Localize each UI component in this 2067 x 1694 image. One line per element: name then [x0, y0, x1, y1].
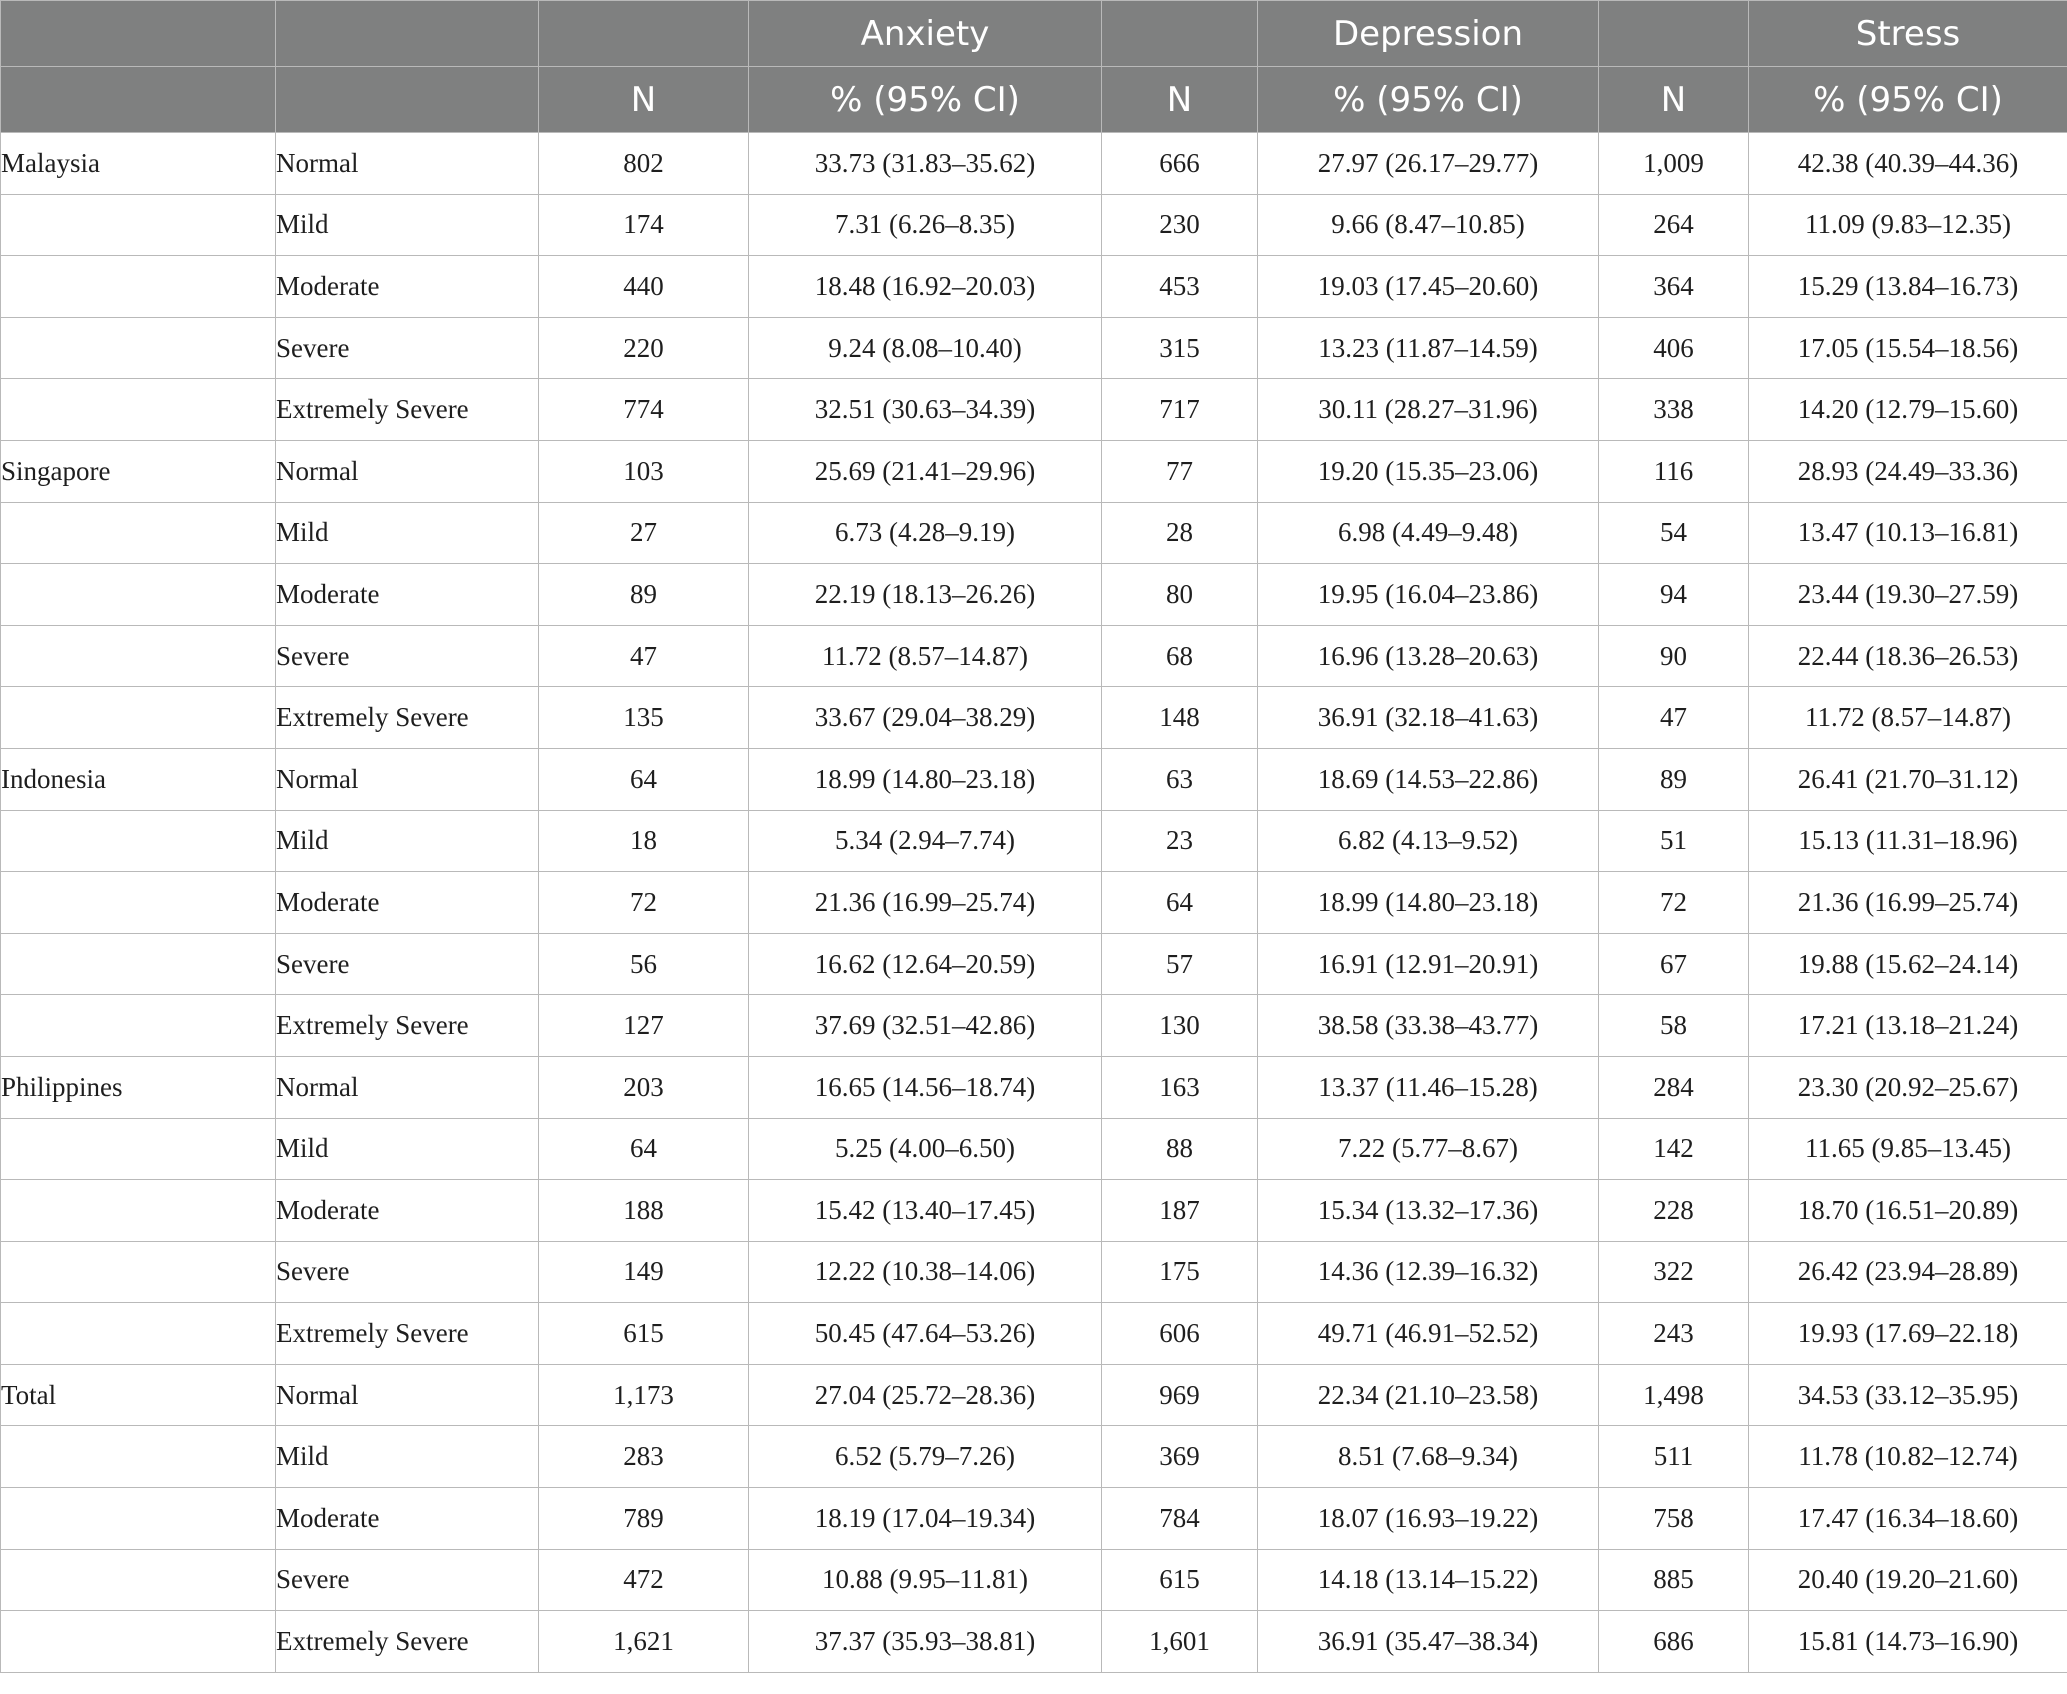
stress-n-cell: 364 [1599, 256, 1749, 318]
stress-n-cell: 1,009 [1599, 133, 1749, 195]
table-row [1, 1364, 2067, 1426]
anxiety-n-cell: 440 [539, 256, 749, 318]
anxiety-n-cell: 135 [539, 687, 749, 749]
stress-pct-cell: 34.53 (33.12–35.95) [1749, 1364, 2067, 1426]
stress-n-cell: 243 [1599, 1303, 1749, 1365]
depression-pct-cell: 6.98 (4.49–9.48) [1258, 502, 1599, 564]
table-row [1, 1241, 2067, 1303]
country-cell [1, 1488, 276, 1550]
depression-n-cell: 64 [1102, 872, 1258, 934]
country-cell [1, 1426, 276, 1488]
severity-cell: Extremely Severe [276, 1611, 539, 1673]
table-header [1, 1, 2067, 133]
country-cell [1, 933, 276, 995]
country-cell [1, 1180, 276, 1242]
anxiety-pct-cell: 18.48 (16.92–20.03) [749, 256, 1102, 318]
stress-n-cell: 228 [1599, 1180, 1749, 1242]
anxiety-pct-cell: 27.04 (25.72–28.36) [749, 1364, 1102, 1426]
anxiety-n-cell: 188 [539, 1180, 749, 1242]
stress-n-cell: 406 [1599, 317, 1749, 379]
anxiety-n-cell: 64 [539, 1118, 749, 1180]
anxiety-pct-cell: 12.22 (10.38–14.06) [749, 1241, 1102, 1303]
anxiety-pct-cell: 32.51 (30.63–34.39) [749, 379, 1102, 441]
anxiety-pct-cell: 15.42 (13.40–17.45) [749, 1180, 1102, 1242]
depression-n-cell: 88 [1102, 1118, 1258, 1180]
stress-n-cell: 58 [1599, 995, 1749, 1057]
anxiety-n-cell: 47 [539, 625, 749, 687]
stress-pct-cell: 22.44 (18.36–26.53) [1749, 625, 2067, 687]
header-row-groups [1, 1, 2067, 67]
table-row [1, 194, 2067, 256]
depression-n-cell: 615 [1102, 1549, 1258, 1611]
stress-n-cell: 72 [1599, 872, 1749, 934]
stress-n-cell: 67 [1599, 933, 1749, 995]
anxiety-n-cell: 149 [539, 1241, 749, 1303]
stress-n-cell: 116 [1599, 440, 1749, 502]
depression-n-cell: 163 [1102, 1056, 1258, 1118]
anxiety-pct-cell: 25.69 (21.41–29.96) [749, 440, 1102, 502]
table-row [1, 1426, 2067, 1488]
severity-cell: Normal [276, 133, 539, 195]
depression-n-cell: 63 [1102, 748, 1258, 810]
depression-pct-cell: 36.91 (32.18–41.63) [1258, 687, 1599, 749]
depression-pct-cell: 9.66 (8.47–10.85) [1258, 194, 1599, 256]
country-cell [1, 687, 276, 749]
depression-n-cell: 187 [1102, 1180, 1258, 1242]
stress-pct-cell: 11.09 (9.83–12.35) [1749, 194, 2067, 256]
table-row [1, 625, 2067, 687]
anxiety-n-cell: 203 [539, 1056, 749, 1118]
anxiety-pct-cell: 33.67 (29.04–38.29) [749, 687, 1102, 749]
table-row [1, 502, 2067, 564]
anxiety-pct-cell: 6.52 (5.79–7.26) [749, 1426, 1102, 1488]
severity-cell: Moderate [276, 1180, 539, 1242]
anxiety-pct-cell: 10.88 (9.95–11.81) [749, 1549, 1102, 1611]
header-anxiety: Anxiety [749, 1, 1102, 67]
depression-n-cell: 369 [1102, 1426, 1258, 1488]
country-cell [1, 256, 276, 318]
header-blank [1599, 1, 1749, 67]
stress-n-cell: 94 [1599, 564, 1749, 626]
country-cell [1, 317, 276, 379]
stress-pct-cell: 11.72 (8.57–14.87) [1749, 687, 2067, 749]
table-row [1, 687, 2067, 749]
anxiety-n-cell: 18 [539, 810, 749, 872]
country-cell [1, 625, 276, 687]
severity-cell: Normal [276, 440, 539, 502]
severity-cell: Mild [276, 194, 539, 256]
stress-pct-cell: 11.65 (9.85–13.45) [1749, 1118, 2067, 1180]
severity-cell: Extremely Severe [276, 995, 539, 1057]
table-row [1, 1549, 2067, 1611]
header-anxiety-pct: % (95% CI) [749, 67, 1102, 133]
anxiety-n-cell: 64 [539, 748, 749, 810]
header-blank [276, 67, 539, 133]
header-blank [1102, 1, 1258, 67]
depression-pct-cell: 16.96 (13.28–20.63) [1258, 625, 1599, 687]
stress-pct-cell: 15.29 (13.84–16.73) [1749, 256, 2067, 318]
depression-n-cell: 28 [1102, 502, 1258, 564]
depression-n-cell: 666 [1102, 133, 1258, 195]
depression-pct-cell: 19.03 (17.45–20.60) [1258, 256, 1599, 318]
stress-pct-cell: 26.41 (21.70–31.12) [1749, 748, 2067, 810]
anxiety-pct-cell: 22.19 (18.13–26.26) [749, 564, 1102, 626]
depression-pct-cell: 38.58 (33.38–43.77) [1258, 995, 1599, 1057]
severity-cell: Severe [276, 317, 539, 379]
anxiety-pct-cell: 11.72 (8.57–14.87) [749, 625, 1102, 687]
anxiety-n-cell: 89 [539, 564, 749, 626]
anxiety-pct-cell: 9.24 (8.08–10.40) [749, 317, 1102, 379]
depression-pct-cell: 14.36 (12.39–16.32) [1258, 1241, 1599, 1303]
anxiety-pct-cell: 50.45 (47.64–53.26) [749, 1303, 1102, 1365]
depression-pct-cell: 13.23 (11.87–14.59) [1258, 317, 1599, 379]
anxiety-n-cell: 56 [539, 933, 749, 995]
stress-pct-cell: 17.21 (13.18–21.24) [1749, 995, 2067, 1057]
stress-pct-cell: 23.44 (19.30–27.59) [1749, 564, 2067, 626]
anxiety-n-cell: 283 [539, 1426, 749, 1488]
stress-pct-cell: 20.40 (19.20–21.60) [1749, 1549, 2067, 1611]
severity-cell: Extremely Severe [276, 379, 539, 441]
stress-n-cell: 89 [1599, 748, 1749, 810]
severity-cell: Moderate [276, 872, 539, 934]
table-row [1, 1118, 2067, 1180]
severity-cell: Extremely Severe [276, 1303, 539, 1365]
stress-pct-cell: 28.93 (24.49–33.36) [1749, 440, 2067, 502]
depression-n-cell: 230 [1102, 194, 1258, 256]
depression-n-cell: 77 [1102, 440, 1258, 502]
table-row [1, 133, 2067, 195]
anxiety-pct-cell: 37.69 (32.51–42.86) [749, 995, 1102, 1057]
stress-pct-cell: 21.36 (16.99–25.74) [1749, 872, 2067, 934]
severity-cell: Mild [276, 502, 539, 564]
stress-n-cell: 51 [1599, 810, 1749, 872]
stress-pct-cell: 26.42 (23.94–28.89) [1749, 1241, 2067, 1303]
anxiety-pct-cell: 18.19 (17.04–19.34) [749, 1488, 1102, 1550]
header-depression-pct: % (95% CI) [1258, 67, 1599, 133]
header-stress-n: N [1599, 67, 1749, 133]
country-cell: Total [1, 1364, 276, 1426]
header-blank [1, 67, 276, 133]
table-body [1, 133, 2067, 1673]
table-row [1, 1611, 2067, 1673]
anxiety-pct-cell: 21.36 (16.99–25.74) [749, 872, 1102, 934]
depression-n-cell: 68 [1102, 625, 1258, 687]
stress-n-cell: 47 [1599, 687, 1749, 749]
depression-n-cell: 130 [1102, 995, 1258, 1057]
severity-cell: Normal [276, 1056, 539, 1118]
depression-pct-cell: 18.69 (14.53–22.86) [1258, 748, 1599, 810]
anxiety-pct-cell: 6.73 (4.28–9.19) [749, 502, 1102, 564]
table-row [1, 872, 2067, 934]
country-cell [1, 1303, 276, 1365]
anxiety-pct-cell: 37.37 (35.93–38.81) [749, 1611, 1102, 1673]
stress-pct-cell: 17.47 (16.34–18.60) [1749, 1488, 2067, 1550]
anxiety-pct-cell: 5.34 (2.94–7.74) [749, 810, 1102, 872]
stress-n-cell: 142 [1599, 1118, 1749, 1180]
depression-pct-cell: 49.71 (46.91–52.52) [1258, 1303, 1599, 1365]
stress-pct-cell: 19.93 (17.69–22.18) [1749, 1303, 2067, 1365]
header-depression-n: N [1102, 67, 1258, 133]
header-blank [1, 1, 276, 67]
stress-pct-cell: 15.81 (14.73–16.90) [1749, 1611, 2067, 1673]
severity-cell: Mild [276, 1118, 539, 1180]
anxiety-n-cell: 1,173 [539, 1364, 749, 1426]
depression-n-cell: 80 [1102, 564, 1258, 626]
country-cell [1, 1549, 276, 1611]
country-cell [1, 872, 276, 934]
stress-n-cell: 338 [1599, 379, 1749, 441]
depression-n-cell: 453 [1102, 256, 1258, 318]
depression-n-cell: 148 [1102, 687, 1258, 749]
header-blank [276, 1, 539, 67]
stress-n-cell: 284 [1599, 1056, 1749, 1118]
table-row [1, 933, 2067, 995]
country-cell [1, 1611, 276, 1673]
severity-cell: Mild [276, 810, 539, 872]
depression-n-cell: 315 [1102, 317, 1258, 379]
depression-pct-cell: 18.99 (14.80–23.18) [1258, 872, 1599, 934]
depression-n-cell: 717 [1102, 379, 1258, 441]
depression-pct-cell: 16.91 (12.91–20.91) [1258, 933, 1599, 995]
anxiety-pct-cell: 7.31 (6.26–8.35) [749, 194, 1102, 256]
table-row [1, 440, 2067, 502]
country-cell [1, 502, 276, 564]
table-row [1, 564, 2067, 626]
country-cell [1, 810, 276, 872]
severity-cell: Extremely Severe [276, 687, 539, 749]
table-row [1, 810, 2067, 872]
depression-pct-cell: 22.34 (21.10–23.58) [1258, 1364, 1599, 1426]
anxiety-pct-cell: 16.62 (12.64–20.59) [749, 933, 1102, 995]
country-cell [1, 1118, 276, 1180]
country-cell [1, 995, 276, 1057]
depression-n-cell: 175 [1102, 1241, 1258, 1303]
stress-n-cell: 1,498 [1599, 1364, 1749, 1426]
anxiety-n-cell: 174 [539, 194, 749, 256]
anxiety-pct-cell: 18.99 (14.80–23.18) [749, 748, 1102, 810]
depression-pct-cell: 19.95 (16.04–23.86) [1258, 564, 1599, 626]
anxiety-pct-cell: 5.25 (4.00–6.50) [749, 1118, 1102, 1180]
table-row [1, 1056, 2067, 1118]
table-row [1, 995, 2067, 1057]
depression-pct-cell: 30.11 (28.27–31.96) [1258, 379, 1599, 441]
stress-pct-cell: 13.47 (10.13–16.81) [1749, 502, 2067, 564]
severity-cell: Moderate [276, 564, 539, 626]
stress-n-cell: 686 [1599, 1611, 1749, 1673]
depression-pct-cell: 13.37 (11.46–15.28) [1258, 1056, 1599, 1118]
header-stress-pct: % (95% CI) [1749, 67, 2067, 133]
table-row [1, 1180, 2067, 1242]
stress-pct-cell: 18.70 (16.51–20.89) [1749, 1180, 2067, 1242]
severity-cell: Normal [276, 748, 539, 810]
severity-cell: Severe [276, 1241, 539, 1303]
depression-pct-cell: 36.91 (35.47–38.34) [1258, 1611, 1599, 1673]
anxiety-n-cell: 127 [539, 995, 749, 1057]
stress-pct-cell: 14.20 (12.79–15.60) [1749, 379, 2067, 441]
stress-n-cell: 511 [1599, 1426, 1749, 1488]
severity-cell: Moderate [276, 1488, 539, 1550]
depression-pct-cell: 7.22 (5.77–8.67) [1258, 1118, 1599, 1180]
depression-n-cell: 606 [1102, 1303, 1258, 1365]
severity-cell: Normal [276, 1364, 539, 1426]
country-cell [1, 379, 276, 441]
stress-n-cell: 54 [1599, 502, 1749, 564]
table-row [1, 317, 2067, 379]
country-cell [1, 564, 276, 626]
table-row [1, 256, 2067, 318]
depression-pct-cell: 6.82 (4.13–9.52) [1258, 810, 1599, 872]
depression-pct-cell: 14.18 (13.14–15.22) [1258, 1549, 1599, 1611]
anxiety-pct-cell: 16.65 (14.56–18.74) [749, 1056, 1102, 1118]
depression-pct-cell: 8.51 (7.68–9.34) [1258, 1426, 1599, 1488]
stress-pct-cell: 19.88 (15.62–24.14) [1749, 933, 2067, 995]
depression-n-cell: 969 [1102, 1364, 1258, 1426]
stress-n-cell: 90 [1599, 625, 1749, 687]
stress-pct-cell: 17.05 (15.54–18.56) [1749, 317, 2067, 379]
severity-cell: Mild [276, 1426, 539, 1488]
depression-n-cell: 57 [1102, 933, 1258, 995]
country-cell: Malaysia [1, 133, 276, 195]
depression-n-cell: 1,601 [1102, 1611, 1258, 1673]
anxiety-n-cell: 472 [539, 1549, 749, 1611]
severity-cell: Moderate [276, 256, 539, 318]
country-cell: Indonesia [1, 748, 276, 810]
table-row [1, 748, 2067, 810]
header-anxiety-n: N [539, 67, 749, 133]
anxiety-n-cell: 27 [539, 502, 749, 564]
severity-cell: Severe [276, 625, 539, 687]
depression-pct-cell: 19.20 (15.35–23.06) [1258, 440, 1599, 502]
stress-n-cell: 885 [1599, 1549, 1749, 1611]
country-cell [1, 1241, 276, 1303]
table-row [1, 379, 2067, 441]
depression-n-cell: 784 [1102, 1488, 1258, 1550]
anxiety-n-cell: 789 [539, 1488, 749, 1550]
severity-cell: Severe [276, 1549, 539, 1611]
anxiety-n-cell: 220 [539, 317, 749, 379]
anxiety-n-cell: 774 [539, 379, 749, 441]
table-row [1, 1488, 2067, 1550]
anxiety-n-cell: 802 [539, 133, 749, 195]
header-depression: Depression [1258, 1, 1599, 67]
stress-pct-cell: 11.78 (10.82–12.74) [1749, 1426, 2067, 1488]
depression-pct-cell: 15.34 (13.32–17.36) [1258, 1180, 1599, 1242]
anxiety-n-cell: 72 [539, 872, 749, 934]
stress-n-cell: 758 [1599, 1488, 1749, 1550]
header-row-sub [1, 67, 2067, 133]
stress-pct-cell: 42.38 (40.39–44.36) [1749, 133, 2067, 195]
stress-pct-cell: 23.30 (20.92–25.67) [1749, 1056, 2067, 1118]
stress-n-cell: 264 [1599, 194, 1749, 256]
country-cell: Philippines [1, 1056, 276, 1118]
anxiety-pct-cell: 33.73 (31.83–35.62) [749, 133, 1102, 195]
severity-cell: Severe [276, 933, 539, 995]
country-cell: Singapore [1, 440, 276, 502]
anxiety-n-cell: 103 [539, 440, 749, 502]
depression-pct-cell: 27.97 (26.17–29.77) [1258, 133, 1599, 195]
depression-n-cell: 23 [1102, 810, 1258, 872]
header-blank [539, 1, 749, 67]
country-cell [1, 194, 276, 256]
stress-pct-cell: 15.13 (11.31–18.96) [1749, 810, 2067, 872]
stress-n-cell: 322 [1599, 1241, 1749, 1303]
depression-pct-cell: 18.07 (16.93–19.22) [1258, 1488, 1599, 1550]
table-row [1, 1303, 2067, 1365]
anxiety-n-cell: 1,621 [539, 1611, 749, 1673]
header-stress: Stress [1749, 1, 2067, 67]
anxiety-n-cell: 615 [539, 1303, 749, 1365]
